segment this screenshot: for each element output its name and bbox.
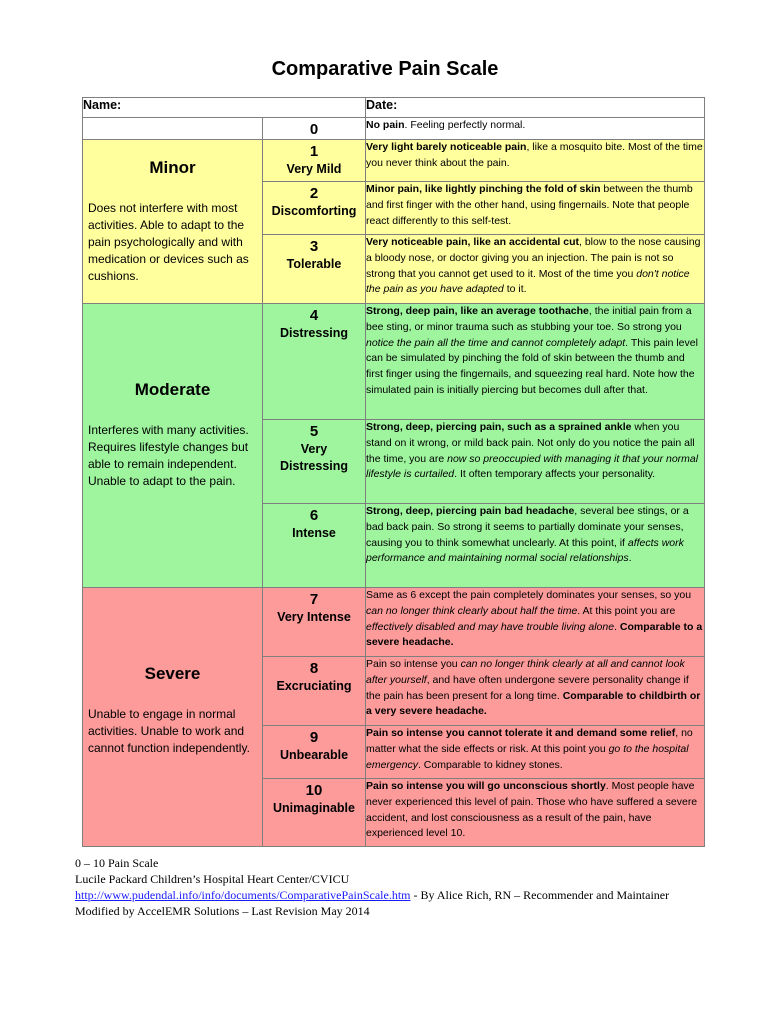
table-row	[83, 588, 705, 657]
level-number: 8	[309, 660, 319, 677]
footer	[75, 855, 669, 919]
footer-author: - By Alice Rich, RN – Recommender and Maintainer	[410, 888, 670, 902]
description-text: , blow to the nose causing a bloody nose, or doctor giving you an injection. The pain is not so strong that you cannot get used to it. Most of the time you	[366, 236, 701, 280]
table-row	[83, 118, 705, 140]
category-title: Minor	[149, 158, 196, 177]
footer-scale-line: 0 – 10 Pain Scale	[75, 856, 159, 870]
level-label: Discomforting	[271, 204, 357, 218]
category-description: Does not interfere with most activities. Able to adapt to the pain psychologically and with medication or devices such as cushions.	[88, 201, 249, 283]
footer-source-line	[75, 887, 669, 903]
level-number: 10	[305, 782, 323, 799]
level-description	[366, 504, 705, 588]
table-row	[83, 304, 705, 420]
description-text: Pain so intense you	[366, 658, 461, 670]
level-cell	[263, 140, 366, 182]
pain-scale-table	[82, 97, 705, 847]
level-cell	[263, 420, 366, 504]
level-label: Unbearable	[279, 748, 349, 762]
description-text: , no matter what the side effects or risk. At this point you	[366, 727, 693, 755]
level-description	[366, 140, 705, 182]
description-text: don't notice the pain as you have adapted	[366, 267, 690, 296]
level-label: Very Distressing	[279, 442, 349, 473]
level-cell	[263, 118, 366, 140]
level-cell	[263, 235, 366, 304]
description-text: .	[614, 620, 620, 633]
description-text: , the initial pain from a bee sting, or minor trauma such as stubbing your toe. So strong you	[366, 305, 692, 333]
level-description	[366, 726, 705, 779]
level-cell	[263, 779, 366, 847]
description-text: Pain so intense you cannot tolerate it and demand some relief	[366, 727, 676, 739]
description-text: between the thumb and first finger with the other hand, using fingernails. Note that people react differently to this self-test.	[366, 183, 693, 227]
level-label: Tolerable	[286, 257, 342, 271]
level-label: Distressing	[279, 326, 349, 340]
description-text: . At this point you are	[577, 604, 676, 617]
description-text: . It often temporary affects your personality.	[454, 468, 656, 481]
description-text: effectively disabled and may have trouble living alone	[366, 620, 615, 633]
description-text: Comparable to a severe headache.	[366, 620, 703, 649]
description-text: , several bee stings, or a bad back pain. So strong it seems to partially dominate your senses, causing you to think somewhat unclearly. At this point, if	[366, 505, 689, 549]
description-text: . Comparable to kidney stones.	[417, 758, 563, 771]
description-text: . Most people have never experienced this level of pain. Those who have suffered a severe accident, and lost consciousness as a result of the pain, have experienced level 10.	[366, 780, 698, 840]
level-number: 3	[309, 238, 319, 255]
level-description	[366, 588, 705, 657]
level-number: 2	[309, 185, 319, 202]
level-description	[366, 420, 705, 504]
description-text: No pain	[366, 119, 405, 131]
source-link[interactable]: http://www.pudendal.info/info/documents/ComparativePainScale.htm	[75, 888, 411, 902]
category-title: Moderate	[134, 380, 211, 399]
level-number: 7	[309, 591, 319, 608]
level-number: 4	[309, 307, 319, 324]
description-text: Minor pain, like lightly pinching the fold of skin	[366, 183, 601, 195]
date-field[interactable]: Date:	[366, 98, 705, 118]
level-cell	[263, 588, 366, 657]
level-number: 5	[309, 423, 319, 440]
level-label: Unimaginable	[273, 801, 355, 815]
description-text: notice the pain all the time and cannot completely adapt	[366, 336, 626, 349]
level-description	[366, 657, 705, 726]
level-cell	[263, 304, 366, 420]
description-text: , and have often undergone severe personality change if the pain has been present for a long time.	[366, 673, 689, 702]
description-text: Very light barely noticeable pain	[366, 141, 527, 153]
footer-hospital-line: Lucile Packard Children’s Hospital Heart Center/CVICU	[75, 872, 350, 886]
description-text: Same as 6 except the pain completely dominates your senses, so you	[366, 589, 692, 601]
level-label: Very Mild	[286, 162, 342, 176]
description-text: can no longer think clearly at all and cannot look after yourself	[366, 658, 685, 686]
description-text: go to the hospital emergency	[366, 742, 689, 771]
category-minor	[83, 140, 263, 304]
blank-cell	[83, 118, 263, 140]
level-description	[366, 118, 705, 140]
category-moderate	[83, 304, 263, 588]
level-description	[366, 182, 705, 235]
description-text: Strong, deep, piercing pain, such as a sprained ankle	[366, 421, 632, 433]
description-text: Very noticeable pain, like an accidental cut	[366, 236, 579, 248]
level-cell	[263, 726, 366, 779]
description-text: can no longer think clearly about half the time	[366, 604, 578, 617]
level-number: 0	[309, 121, 319, 138]
description-text: . Feeling perfectly normal.	[404, 119, 526, 131]
description-text: Strong, deep, piercing pain bad headache	[366, 505, 575, 517]
footer-revision-line: Modified by AccelEMR Solutions – Last Revision May 2014	[75, 904, 370, 918]
description-text: Pain so intense you will go unconscious shortly	[366, 780, 606, 792]
level-description	[366, 304, 705, 420]
description-text: Strong, deep pain, like an average toothache	[366, 305, 589, 317]
level-description	[366, 235, 705, 304]
level-number: 1	[309, 143, 319, 160]
table-row	[83, 140, 705, 182]
category-severe	[83, 588, 263, 847]
description-text: Comparable to childbirth or a very severe headache.	[366, 689, 701, 718]
level-label: Excruciating	[276, 679, 352, 693]
category-title: Severe	[144, 664, 201, 683]
description-text: when you stand on it wrong, or mild back pain. Not only do you notice the pain all the time, you are	[366, 421, 695, 465]
description-text: , like a mosquito bite. Most of the time you never think about the pain.	[366, 141, 703, 169]
level-cell	[263, 657, 366, 726]
description-text: affects work performance and maintaining normal social relationships	[366, 536, 684, 565]
category-description: Interferes with many activities. Requires lifestyle changes but able to remain independent. Unable to adapt to the pain.	[88, 423, 249, 488]
header-row	[83, 98, 705, 118]
description-text: .	[628, 552, 632, 565]
description-text: now so preoccupied with managing it that your normal lifestyle is curtailed	[366, 452, 699, 481]
description-text: to it.	[503, 283, 527, 296]
level-description	[366, 779, 705, 847]
description-text: . This pain level can be simulated by pinching the fold of skin between the thumb and first finger using the fingernails, and squeezing real hard. Note how the simulated pain is initially piercing but becomes dull after that.	[366, 336, 698, 396]
category-description: Unable to engage in normal activities. Unable to work and cannot function independently.	[88, 707, 250, 755]
name-field[interactable]: Name:	[83, 98, 366, 118]
page-title: Comparative Pain Scale	[271, 58, 499, 80]
level-label: Intense	[292, 526, 336, 540]
level-label: Very Intense	[277, 610, 351, 624]
level-number: 9	[309, 729, 319, 746]
level-cell	[263, 504, 366, 588]
level-cell	[263, 182, 366, 235]
level-number: 6	[309, 507, 319, 524]
